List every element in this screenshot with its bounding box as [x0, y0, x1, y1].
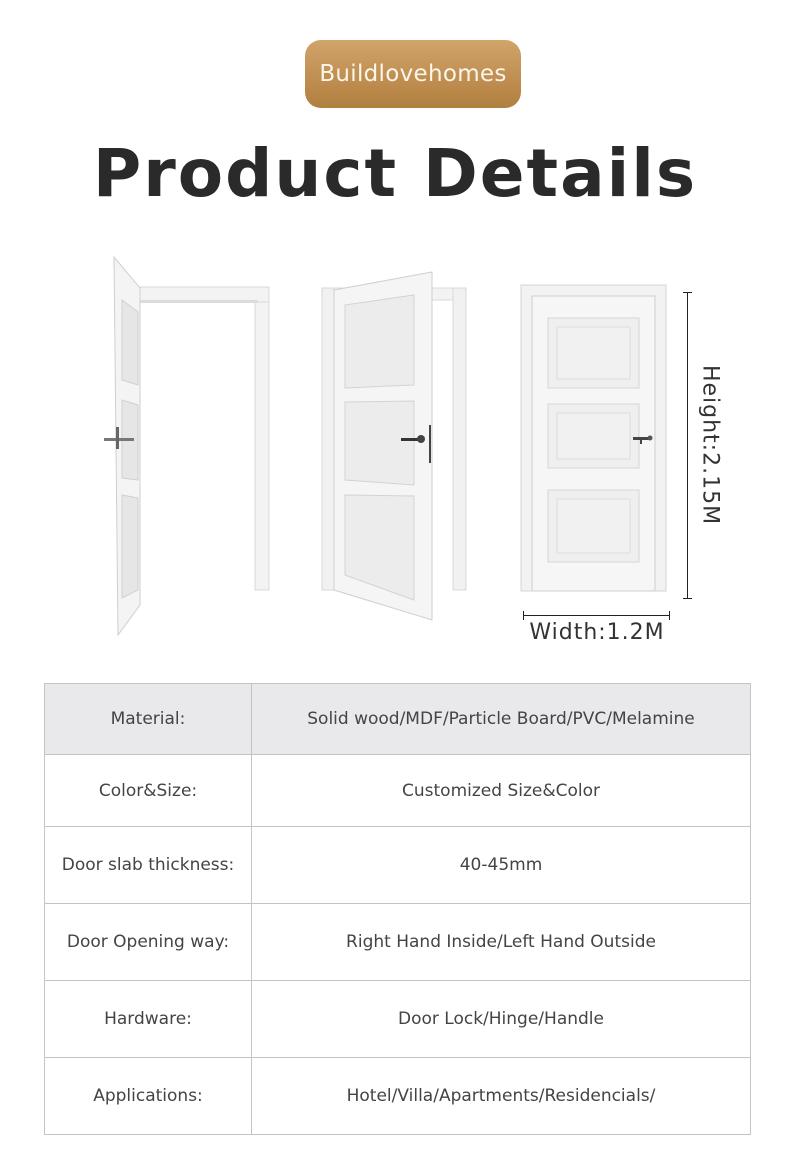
door-images [0, 250, 790, 650]
spec-value-opening-way: Right Hand Inside/Left Hand Outside [252, 904, 751, 981]
spec-label-hardware: Hardware: [45, 981, 252, 1058]
door-half-open-view-icon [322, 272, 466, 620]
height-dimension-line [687, 292, 688, 599]
spec-value-color-size: Customized Size&Color [252, 755, 751, 827]
page-title: Product Details [92, 135, 698, 212]
door-closed-front-view-icon [521, 285, 666, 591]
spec-label-material: Material: [45, 684, 252, 755]
width-dimension-cap-left [523, 611, 524, 620]
spec-label-opening-way: Door Opening way: [45, 904, 252, 981]
brand-badge [305, 40, 521, 108]
spec-value-hardware: Door Lock/Hinge/Handle [252, 981, 751, 1058]
spec-value-material: Solid wood/MDF/Particle Board/PVC/Melamine [252, 684, 751, 755]
table-row [45, 755, 751, 827]
width-dimension-line [523, 615, 670, 616]
spec-label-applications: Applications: [45, 1058, 252, 1135]
height-dimension-cap-top [683, 292, 692, 293]
width-label: Width:1.2M [529, 620, 665, 645]
spec-value-thickness: 40-45mm [252, 827, 751, 904]
table-row [45, 904, 751, 981]
table-row [45, 1058, 751, 1135]
width-dimension-cap-right [669, 611, 670, 620]
spec-value-applications: Hotel/Villa/Apartments/Residencials/ [252, 1058, 751, 1135]
brand-label: Buildlovehomes [319, 61, 507, 87]
height-label: Height:2.15M [697, 364, 723, 526]
spec-label-color-size: Color&Size: [45, 755, 252, 827]
spec-table [44, 683, 751, 1135]
table-row [45, 827, 751, 904]
table-row [45, 981, 751, 1058]
spec-label-thickness: Door slab thickness: [45, 827, 252, 904]
height-dimension-cap-bottom [683, 598, 692, 599]
door-open-side-view-icon [104, 257, 269, 635]
table-row [45, 684, 751, 755]
